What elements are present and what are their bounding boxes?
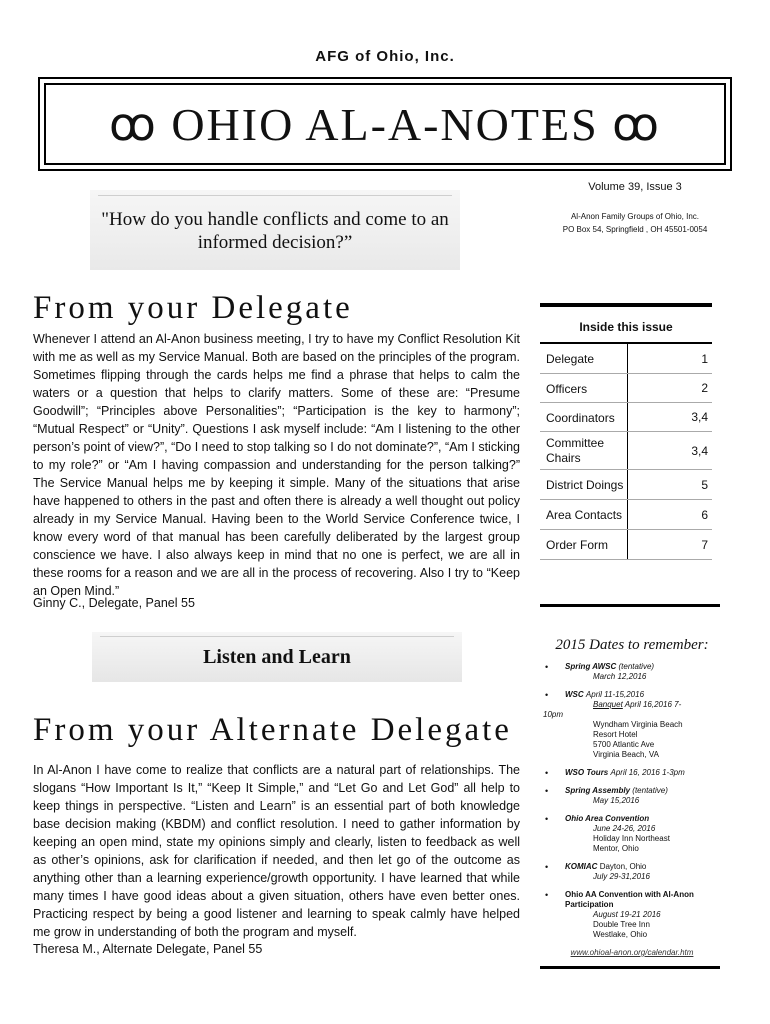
listen-rule <box>100 636 454 637</box>
event-time: 10pm <box>543 710 564 719</box>
event-item <box>543 662 721 682</box>
event-note: (tentative) <box>632 786 668 795</box>
toc-item-name: Order Form <box>540 530 628 559</box>
listen-learn-box <box>92 632 462 682</box>
event-date: June 24-26, 2016 <box>593 824 656 833</box>
quote-line-1: "How do you handle conflicts and come to an <box>101 209 449 230</box>
masthead <box>44 83 726 165</box>
event-venue: Westlake, Ohio <box>593 930 648 939</box>
alternate-signature: Theresa M., Alternate Delegate, Panel 55 <box>33 942 263 956</box>
dates-panel <box>543 637 721 957</box>
event-subdate: April 16,2016 7- <box>624 700 682 709</box>
bullet-icon: • <box>545 786 549 796</box>
toc-item-name: Area Contacts <box>540 500 628 529</box>
event-venue: Mentor, Ohio <box>593 844 639 853</box>
delegate-heading: From your Delegate <box>33 290 353 326</box>
toc-row[interactable] <box>540 470 712 500</box>
theme-quote-box <box>90 190 460 270</box>
event-date: May 15,2016 <box>593 796 640 805</box>
alternate-body: In Al-Anon I have come to realize that conflicts are a natural part of relationships. The slogans “How Important Is It,” “Keep It Simple,” and “Let Go and Let God” all help to keep things in perspective. “Listen and Learn” is an essential part of both knowledge base decision making (KBDM) and conflict resolution. I need to gather information by keeping an open mind, state my opinions simply and clearly, listen to feedback as well as other’s opinions, ask for clarification if needed, and then let go of the outcome as anything other than a learning experience/growth opportunity. I have learned that while many times I have good ideas about a given situation, others have even better ones. Practicing respect by being a good listener and learning to speak calmly have helped me grow in understanding of both the program and myself. <box>33 763 520 939</box>
event-venue: Resort Hotel <box>593 730 638 739</box>
newsletter-title: ꝏ OHIO AL-A-NOTES ꝏ <box>108 99 662 150</box>
toc-row[interactable] <box>540 344 712 374</box>
toc-row[interactable] <box>540 530 712 560</box>
toc <box>540 303 712 560</box>
toc-item-page: 1 <box>701 351 708 366</box>
delegate-body: Whenever I attend an Al-Anon business meeting, I try to have my Conflict Resolution Kit with me as well as my Service Manual. Both are based on the principles of the program. Sometimes flipping through the cards helps me find a phrase that helps to calm the waters or a question that helps to clarify matters. Some of these are: “Presume Goodwill”; “Principles above Personalities”; “Participation is the key to harmony”; “Mutual Respect” or “Unity”. Questions I ask myself include: “Am I listening to the other person’s point of view?”, “Do I need to stop talking so I do not dominate?”, “Am I sticking to my role?” or “Am I having compassion and understanding for the person talking?” The Service Manual helps me by keeping it simple. Many of the situations that arise have happened to others in the past and often there is already a well thought out policy already in my Service Manual. Having been to the World Service Conference twice, I know every word of that manual has been carefully deliberated by the largest group conscience we have. I also always keep in mind that no one is perfect, we are all in these rooms for a reason and we are all in the process of recovering. Also I try to “Keep an Open Mind.” <box>33 332 520 598</box>
event-date: April 16, 2016 1-3pm <box>610 768 685 777</box>
org-name: Al-Anon Family Groups of Ohio, Inc. <box>570 212 700 221</box>
listen-learn-label: Listen and Learn <box>203 646 351 668</box>
event-name: WSO Tours <box>565 768 609 777</box>
event-name: Ohio AA Convention with Al-Anon Participation <box>565 890 694 909</box>
toc-item-name: Committee Chairs <box>540 432 628 469</box>
sidebar-bottom-rule <box>540 966 720 969</box>
toc-item-page: 3,4 <box>691 410 708 424</box>
event-venue: 5700 Atlantic Ave <box>593 740 655 749</box>
bullet-icon: • <box>545 690 549 700</box>
bullet-icon: • <box>545 814 549 824</box>
event-item <box>543 814 721 854</box>
toc-item-name: District Doings <box>540 470 628 499</box>
dates-heading: 2015 Dates to remember: <box>555 637 709 653</box>
event-venue: Virginia Beach, VA <box>593 750 659 759</box>
event-name: WSC <box>565 690 584 699</box>
event-name: Ohio Area Convention <box>565 814 650 823</box>
toc-row[interactable] <box>540 403 712 432</box>
event-date: March 12,2016 <box>593 672 647 681</box>
theme-quote <box>90 208 460 254</box>
org-line: AFG of Ohio, Inc. <box>315 48 455 65</box>
event-item <box>543 786 721 806</box>
event-name: Spring Assembly <box>565 786 631 795</box>
event-item <box>543 690 721 760</box>
org-address: PO Box 54, Springfield , OH 45501-0054 <box>562 225 708 234</box>
event-venue: Wyndham Virginia Beach <box>593 720 683 729</box>
alternate-heading: From your Alternate Delegate <box>33 712 512 748</box>
event-venue: Holiday Inn Northeast <box>593 834 670 843</box>
event-location: Dayton, Ohio <box>599 862 647 871</box>
toc-item-page: 7 <box>701 537 708 552</box>
event-date: July 29-31,2016 <box>593 872 650 881</box>
toc-row[interactable] <box>540 432 712 470</box>
event-note: (tentative) <box>618 662 655 671</box>
toc-item-page: 6 <box>701 507 708 522</box>
bullet-icon: • <box>545 662 549 672</box>
toc-item-name: Officers <box>540 374 628 402</box>
calendar-link[interactable]: www.ohioal-anon.org/calendar.htm <box>570 948 694 957</box>
toc-title: Inside this issue <box>579 320 673 334</box>
event-item <box>543 862 721 882</box>
toc-item-name: Delegate <box>540 344 628 373</box>
event-item <box>543 890 721 940</box>
quote-rule <box>98 195 452 196</box>
event-date: April 11-15,2016 <box>585 690 645 699</box>
toc-row[interactable] <box>540 500 712 530</box>
event-name: Spring AWSC <box>565 662 617 671</box>
toc-row[interactable] <box>540 374 712 403</box>
toc-item-page: 5 <box>701 477 708 492</box>
delegate-signature: Ginny C., Delegate, Panel 55 <box>33 596 195 610</box>
event-venue: Double Tree Inn <box>593 920 650 929</box>
bullet-icon: • <box>545 890 549 900</box>
toc-item-name: Coordinators <box>540 403 628 431</box>
bullet-icon: • <box>545 862 549 872</box>
toc-item-page: 2 <box>701 381 708 395</box>
quote-line-2: informed decision?” <box>197 232 353 253</box>
event-subname: Banquet <box>593 700 623 709</box>
event-item <box>543 768 721 778</box>
volume-issue: Volume 39, Issue 3 <box>588 181 682 193</box>
toc-item-page: 3,4 <box>691 443 708 458</box>
event-date: August 19-21 2016 <box>593 910 661 919</box>
event-name: KOMIAC <box>565 862 598 871</box>
sidebar-divider <box>540 604 720 607</box>
bullet-icon: • <box>545 768 549 778</box>
